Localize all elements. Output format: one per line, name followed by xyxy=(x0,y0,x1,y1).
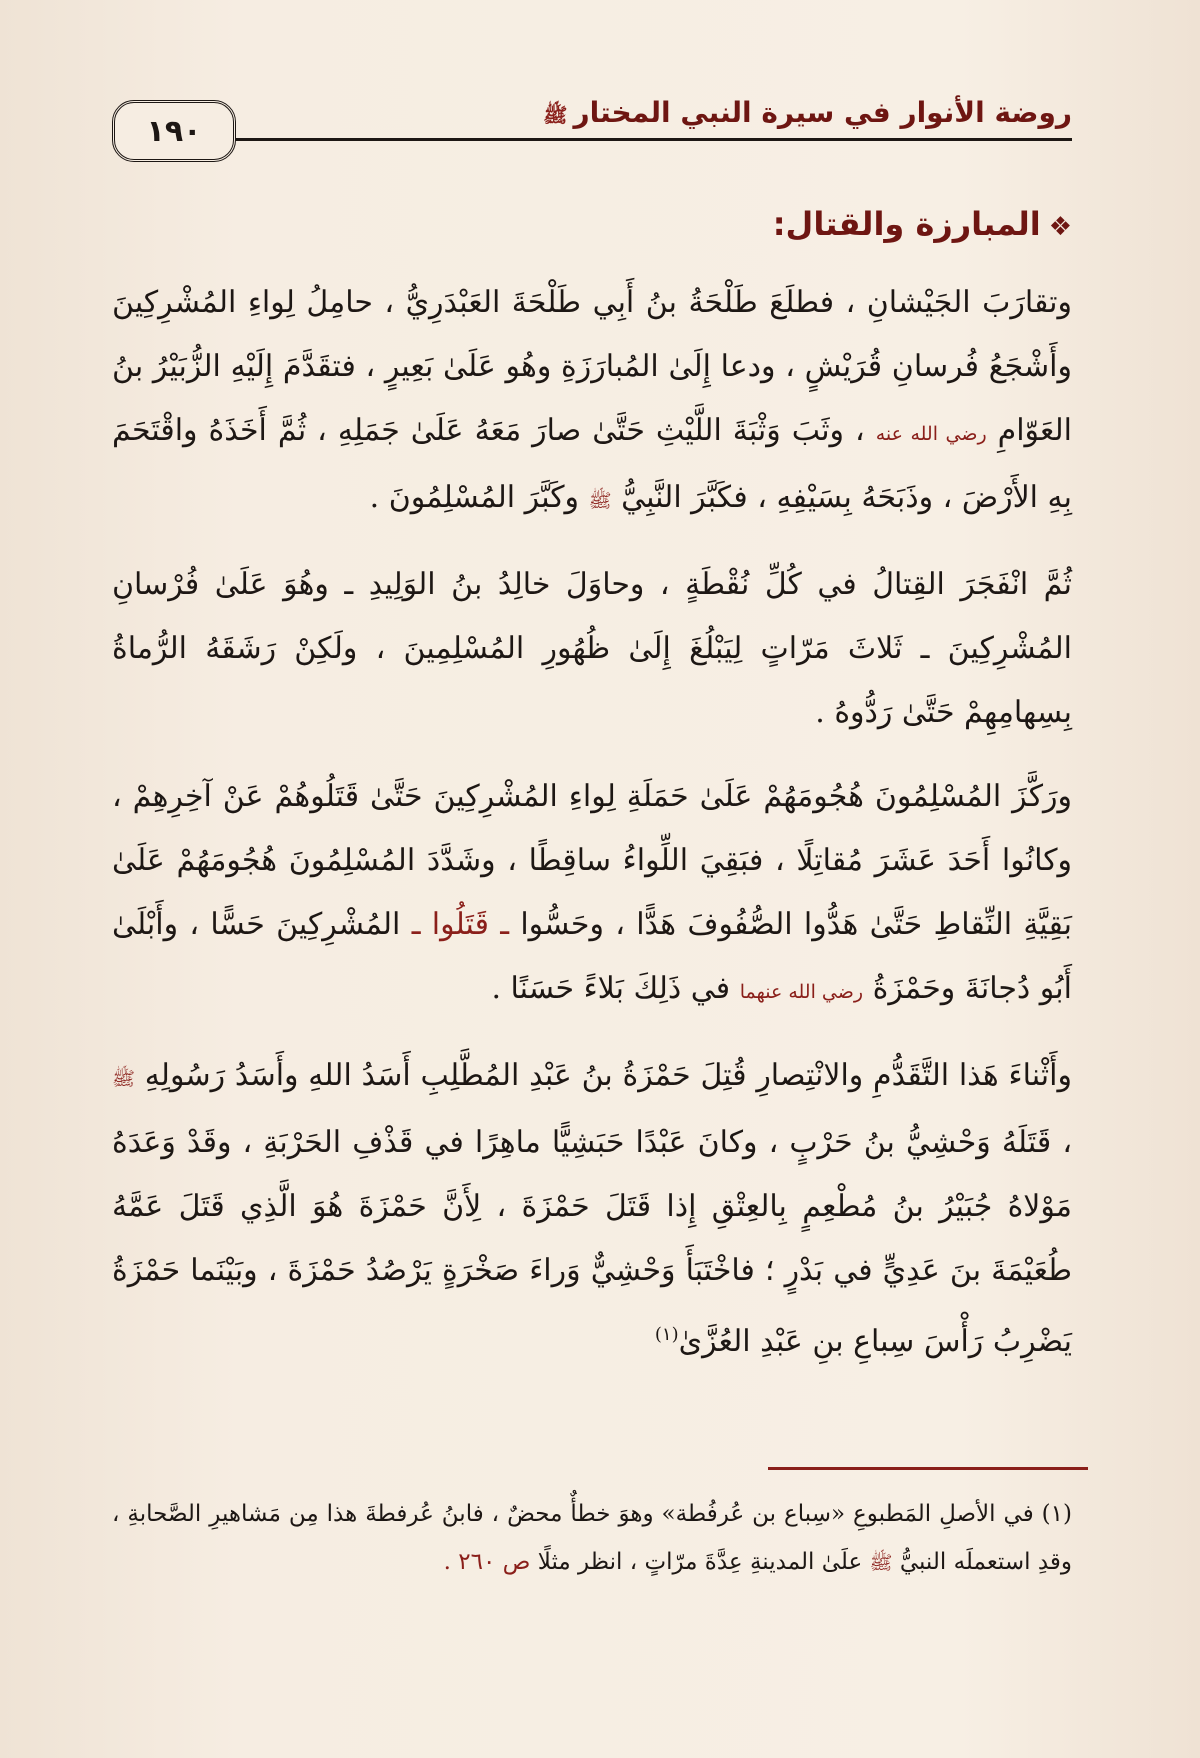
diamond-ornament-icon: ❖ xyxy=(1048,212,1072,242)
page-number: ١٩٠ xyxy=(146,113,202,149)
honorific-saw: ﷺ xyxy=(588,490,612,512)
paragraph-4 xyxy=(112,1044,1072,1374)
paragraph-1-text-c: وكَبَّرَ المُسْلِمُونَ . xyxy=(369,480,580,515)
footnote-number: (١) xyxy=(1041,1501,1072,1527)
paragraph-3 xyxy=(112,765,1072,1024)
page-number-frame xyxy=(112,100,236,162)
footnotes xyxy=(112,1490,1072,1587)
paragraph-1-text-a: وتقارَبَ الجَيْشانِ ، فطلَعَ طَلْحَةُ بنُ أَبِي طَلْحَةَ العَبْدَرِيُّ ، حامِلُ لِواءِ المُشْرِكِينَ وأَشْجَعُ فُرسانِ قُرَيْشٍ ، ودعا إِلَىٰ المُبارَزَةِ وهُو عَلَىٰ بَعِيرٍ ، فتقَدَّمَ إِلَيْهِ الزُّبَيْرُ بنُ العَوّامِ xyxy=(112,285,1072,448)
footnote-1 xyxy=(112,1490,1072,1587)
paragraph-3-text-a: ورَكَّزَ المُسْلِمُونَ هُجُومَهُمْ عَلَىٰ حَمَلَةِ لِواءِ المُشْرِكِينَ حَتَّىٰ قَتَلُوهُمْ عَنْ آخِرِهِمْ ، وكانُوا أَحَدَ عَشَرَ مُقاتِلًا ، فبَقِيَ اللِّواءُ ساقِطًا ، وشَدَّدَ المُسْلِمُونَ هُجُومَهُمْ عَلَىٰ بَقِيَّةِ النِّقاطِ حَتَّىٰ هَدُّوا الصُّفُوفَ هَدًّا ، وحَسُّوا xyxy=(112,779,1073,942)
paragraph-2-text: ثُمَّ انْفَجَرَ القِتالُ في كُلِّ نُقْطَةٍ ، وحاوَلَ خالِدُ بنُ الوَلِيدِ ـ وهُوَ عَلَىٰ فُرْسانِ المُشْرِكِينَ ـ ثَلاثَ مَرّاتٍ لِيَبْلُغَ إِلَىٰ ظُهُورِ المُسْلِمِينَ ، ولَكِنْ رَشَقَهُ الرُّماةُ بِسِهامِهِمْ حَتَّىٰ رَدُّوهُ . xyxy=(112,567,1072,730)
running-title xyxy=(543,96,1072,132)
honorific-radiya-anhu: رضي الله عنه xyxy=(875,423,987,445)
honorific-saw: ﷺ xyxy=(869,1552,893,1574)
salutation-glyph: ﷺ xyxy=(543,103,568,127)
paragraph-2 xyxy=(112,553,1072,745)
paragraph-4-text-a: وأَثْناءَ هَذا التَّقَدُّمِ والانْتِصارِ قُتِلَ حَمْزَةُ بنُ عَبْدِ المُطَّلِبِ أَسَدُ اللهِ وأَسَدُ رَسُولِهِ xyxy=(144,1058,1072,1093)
footnote-page-reference[interactable]: ص ٢٦٠ . xyxy=(443,1549,531,1575)
paragraph-3-text-d: في ذَلِكَ بَلاءً حَسَنًا . xyxy=(491,971,731,1006)
section-heading xyxy=(112,196,1072,255)
paragraph-4-text-b: ، قَتَلَهُ وَحْشِيُّ بنُ حَرْبٍ ، وكانَ عَبْدًا حَبَشِيًّا ماهِرًا في قَذْفِ الحَرْبَةِ ، وقَدْ وَعَدَهُ مَوْلاهُ جُبَيْرُ بنُ مُطْعِمٍ بِالعِتْقِ إِذا قَتَلَ حَمْزَةَ ، لِأَنَّ حَمْزَةَ هُوَ الَّذِي قَتَلَ عَمَّهُ طُعَيْمَةَ بنَ عَدِيٍّ في بَدْرٍ ؛ فاخْتَبَأَ وَحْشِيٌّ وَراءَ صَخْرَةٍ يَرْصُدُ حَمْزَةَ ، وبَيْنَما حَمْزَةُ يَضْرِبُ رَأْسَ سِباعِ بنِ عَبْدِ العُزَّىٰ xyxy=(112,1125,1072,1359)
footnote-reference[interactable]: (١) xyxy=(654,1324,679,1345)
header-rule xyxy=(174,138,1072,141)
page-body xyxy=(112,196,1072,1394)
footnote-1-text-a: في الأصلِ المَطبوعِ «سِباع بن عُرفُطة» وهوَ خطأٌ محضٌ ، فابنُ عُرفطةَ هذا مِن مَشاهيرِ الصَّحابةِ ، وقدِ استعملَه النبيُّ xyxy=(112,1501,1072,1575)
paragraph-1 xyxy=(112,271,1072,533)
paragraph-1-text-b: ، وثَبَ وَثْبَةَ اللَّيْثِ حَتَّىٰ صارَ مَعَهُ عَلَىٰ جَمَلِهِ ، ثُمَّ أَخَذَهُ واقْتَحَمَ بِهِ الأَرْضَ ، وذَبَحَهُ بِسَيْفِهِ ، فكَبَّرَ النَّبِيُّ xyxy=(112,413,1072,515)
paragraph-3-text-c: المُشْرِكِينَ حَسًّا ، وأَبْلَىٰ أَبُو دُجانَةَ وحَمْزَةُ xyxy=(112,907,1072,1006)
honorific-saw: ﷺ xyxy=(112,1068,135,1090)
paragraph-3-gloss: ـ قَتَلُوا ـ xyxy=(411,907,510,942)
footnote-separator xyxy=(768,1467,1088,1470)
section-title: المبارزة والقتال: xyxy=(772,205,1041,243)
book-title: روضة الأنوار في سيرة النبي المختار xyxy=(573,96,1072,129)
footnote-1-text-b: علَىٰ المدينةِ عِدَّةَ مرّاتٍ ، انظر مثلًا xyxy=(537,1549,863,1575)
page-header xyxy=(112,78,1072,148)
honorific-radiya-anhuma: رضي الله عنهما xyxy=(739,981,864,1003)
